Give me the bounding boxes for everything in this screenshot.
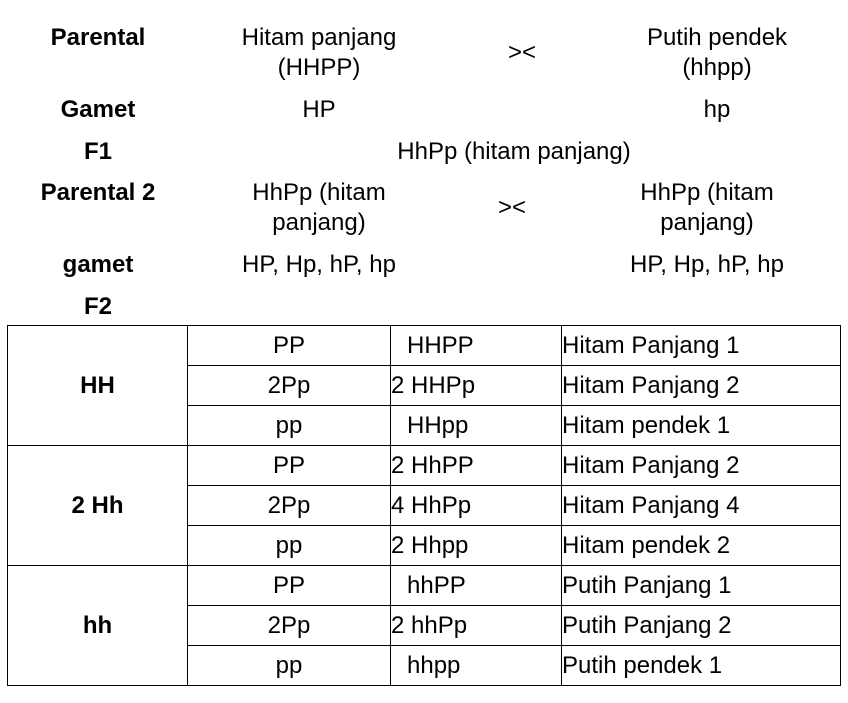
genotype-cell: hhPP bbox=[391, 566, 562, 606]
group-label-2hh: 2 Hh bbox=[8, 446, 188, 566]
row-label-gamet-2: gamet bbox=[62, 251, 134, 278]
p-cell: PP bbox=[188, 446, 391, 486]
table-row bbox=[8, 326, 841, 366]
row-label-gamet: Gamet bbox=[60, 96, 136, 123]
phenotype-cell: Putih Panjang 1 bbox=[562, 566, 841, 606]
genotype-cell: 2 HHPp bbox=[391, 366, 562, 406]
cross-symbol: >< bbox=[507, 39, 537, 66]
p-cell: 2Pp bbox=[188, 366, 391, 406]
phenotype-cell: Hitam Panjang 2 bbox=[562, 446, 841, 486]
group-label-hh-recessive: hh bbox=[8, 566, 188, 686]
row-label-f2: F2 bbox=[83, 293, 112, 320]
group-label-hh: HH bbox=[8, 326, 188, 446]
table-row bbox=[8, 446, 841, 486]
p-cell: pp bbox=[188, 646, 391, 686]
genotype-cell: hhpp bbox=[391, 646, 562, 686]
parental-right: Putih pendek (hhpp) bbox=[646, 24, 788, 81]
gamet-left: HP bbox=[302, 96, 336, 123]
cross-symbol-2: >< bbox=[497, 194, 527, 221]
gamet-2-right: HP, Hp, hP, hp bbox=[630, 251, 784, 278]
p-cell: pp bbox=[188, 526, 391, 566]
phenotype-cell: Hitam Panjang 2 bbox=[562, 366, 841, 406]
table-row bbox=[8, 566, 841, 606]
genotype-cell: HHpp bbox=[391, 406, 562, 446]
row-label-f1: F1 bbox=[83, 138, 112, 165]
p-cell: 2Pp bbox=[188, 606, 391, 646]
f2-table bbox=[7, 325, 841, 686]
genotype-cell: 2 hhPp bbox=[391, 606, 562, 646]
phenotype-cell: Hitam pendek 2 bbox=[562, 526, 841, 566]
phenotype-cell: Hitam pendek 1 bbox=[562, 406, 841, 446]
p-cell: pp bbox=[188, 406, 391, 446]
p-cell: PP bbox=[188, 566, 391, 606]
genotype-cell: HHPP bbox=[391, 326, 562, 366]
row-label-parental: Parental bbox=[50, 24, 146, 51]
row-label-parental-2: Parental 2 bbox=[40, 179, 156, 206]
phenotype-cell: Putih Panjang 2 bbox=[562, 606, 841, 646]
phenotype-cell: Putih pendek 1 bbox=[562, 646, 841, 686]
p-cell: PP bbox=[188, 326, 391, 366]
genotype-cell: 2 Hhpp bbox=[391, 526, 562, 566]
genotype-cell: 4 HhPp bbox=[391, 486, 562, 526]
parental-left: Hitam panjang (HHPP) bbox=[241, 24, 397, 81]
parental-2-left: HhPp (hitam panjang) bbox=[252, 179, 386, 236]
parental-2-right: HhPp (hitam panjang) bbox=[640, 179, 774, 236]
p-cell: 2Pp bbox=[188, 486, 391, 526]
phenotype-cell: Hitam Panjang 4 bbox=[562, 486, 841, 526]
gamet-2-left: HP, Hp, hP, hp bbox=[242, 251, 396, 278]
gamet-right: hp bbox=[703, 96, 731, 123]
f1-result: HhPp (hitam panjang) bbox=[397, 138, 631, 165]
genotype-cell: 2 HhPP bbox=[391, 446, 562, 486]
phenotype-cell: Hitam Panjang 1 bbox=[562, 326, 841, 366]
